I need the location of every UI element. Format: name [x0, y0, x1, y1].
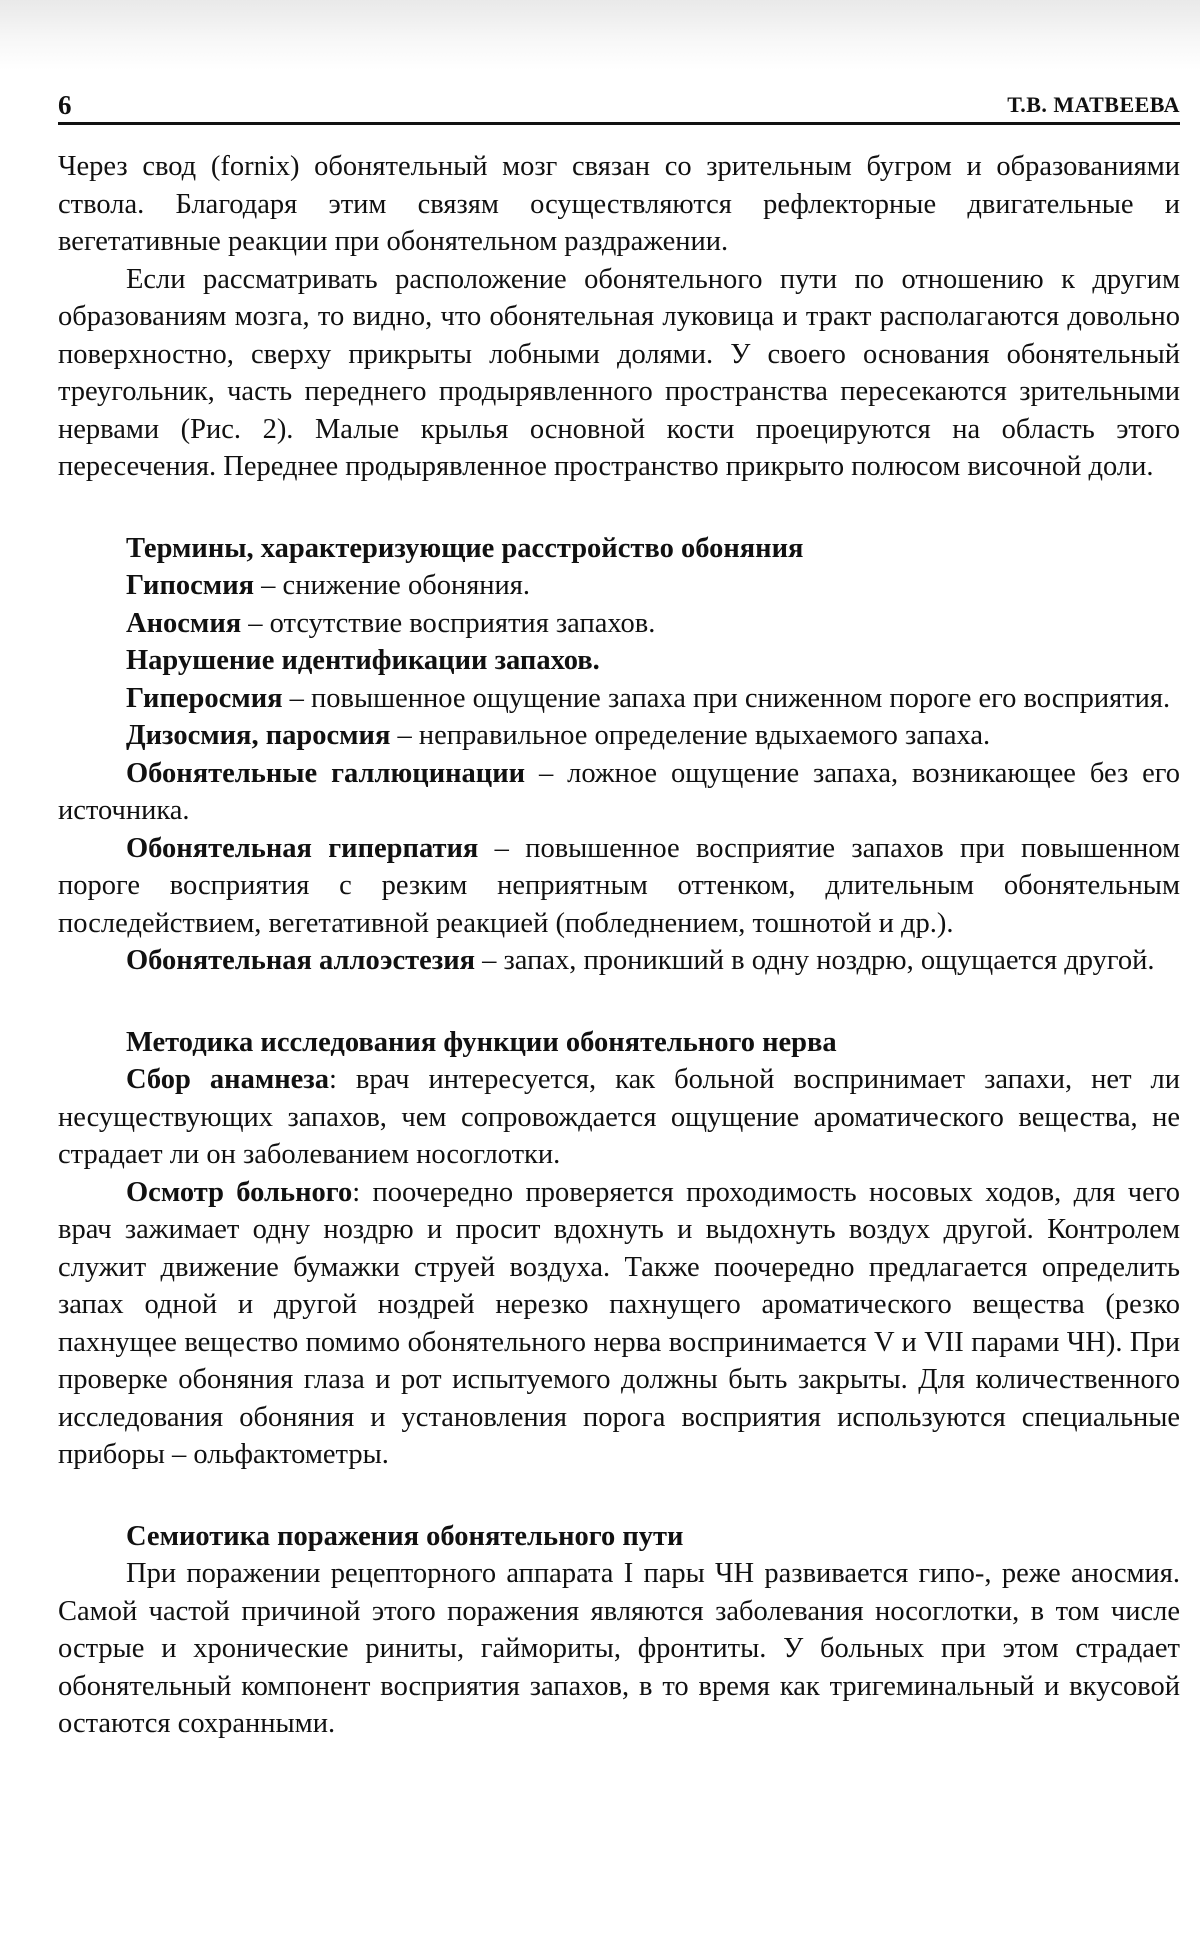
term-definition: – снижение обоняния.	[254, 570, 531, 601]
spacer	[58, 980, 1180, 1024]
section-title-semiotics: Семиотика поражения обонятельного пути	[126, 1520, 684, 1552]
term-entry	[58, 605, 1180, 643]
term-entry	[58, 830, 1180, 943]
term-definition: – повышенное восприятие запахов при повышенном пороге восприятия с резким неприятным оттенком, длительным обонятельным последействием, вегетативной реакцией (побледнением, тошнотой и др.).	[58, 832, 1180, 939]
term-entry	[58, 1061, 1180, 1174]
term-entry	[58, 642, 1180, 680]
term-definition: – отсутствие восприятия запахов.	[241, 607, 656, 639]
paragraph: При поражении рецепторного аппарата I пары ЧН развивается гипо-, реже аносмия. Самой частой причиной этого поражения являются заболевания носоглотки, в том числе острые и хронические риниты, гаймориты, фронтиты. У больных при этом страдает обонятельный компонент восприятия запахов, в то время как тригеминальный и вкусовой остаются сохранными.	[58, 1558, 1180, 1739]
paragraph: Через свод (fornix) обонятельный мозг связан со зрительным бугром и образованиями ствола. Благодаря этим связям осуществляются рефлекторные двигательные и вегетативные реакции при обонятельном раздражении.	[58, 151, 1180, 257]
running-head-author: Т.В. МАТВЕЕВА	[1007, 92, 1180, 117]
term-name: Аносмия	[126, 607, 242, 639]
term-definition: : поочередно проверяется проходимость носовых ходов, для чего врач зажимает одну ноздрю и просит вдохнуть и выдохнуть воздух другой. Контролем служит движение бумажки струей воздуха. Также поочередно предлагается определить запах одной и другой ноздрей нерезко пахнущего ароматического вещества (резко пахнущее вещество помимо обонятельного нерва воспринимается V и VII парами ЧН). При проверке обоняния глаза и рот испытуемого должны быть закрыты. Для количественного исследования обоняния и установления порога восприятия используются специальные приборы – ольфактометры.	[58, 1176, 1180, 1470]
term-entry	[58, 680, 1180, 718]
term-entry	[58, 717, 1180, 755]
term-name: Нарушение идентификации запахов.	[126, 645, 600, 676]
section-title-method: Методика исследования функции обонятельного нерва	[126, 1026, 837, 1058]
page-content	[58, 148, 1180, 1743]
term-entry	[58, 567, 1180, 605]
page-header	[58, 88, 1180, 125]
paragraph: Если рассматривать расположение обонятельного пути по отношению к другим образованиям мозга, то видно, что обонятельная луковица и тракт располагаются довольно поверхностно, сверху прикрыты лобными долями. У своего основания обонятельный треугольник, часть переднего продырявленного пространства пересекаются зрительными нервами (Рис. 2). Малые крылья основной кости проецируются на область этого пересечения. Переднее продырявленное пространство прикрыто полюсом височной доли.	[58, 263, 1180, 482]
term-entry	[58, 755, 1180, 830]
term-definition: – ложное ощущение запаха, возникающее без его источника.	[58, 757, 1180, 826]
term-name: Сбор анамнеза	[126, 1064, 330, 1095]
section-title-terms: Термины, характеризующие расстройство обоняния	[126, 532, 804, 564]
term-name: Обонятельные галлюцинации	[126, 757, 526, 789]
term-definition: – неправильное определение вдыхаемого запаха.	[390, 720, 991, 751]
term-entry	[58, 1174, 1180, 1474]
term-name: Обонятельная гиперпатия	[126, 832, 479, 864]
term-definition: – запах, проникший в одну ноздрю, ощущается другой.	[475, 945, 1155, 976]
term-definition: – повышенное ощущение запаха при сниженном пороге его восприятия.	[282, 682, 1171, 714]
page-number: 6	[58, 90, 72, 120]
term-entry	[58, 942, 1180, 980]
term-name: Дизосмия, паросмия	[126, 720, 391, 751]
spacer	[58, 486, 1180, 530]
term-definition: : врач интересуется, как больной воспринимает запахи, нет ли несуществующих запахов, чем сопровождается ощущение ароматического вещества, не страдает ли он заболеванием носоглотки.	[58, 1064, 1181, 1170]
term-name: Гиперосмия	[126, 682, 283, 714]
method-list	[58, 1061, 1180, 1474]
term-name: Гипосмия	[126, 570, 255, 601]
term-name: Обонятельная аллоэстезия	[126, 945, 476, 976]
term-name: Осмотр больного	[126, 1176, 353, 1208]
spacer	[58, 1474, 1180, 1518]
terms-list	[58, 567, 1180, 980]
